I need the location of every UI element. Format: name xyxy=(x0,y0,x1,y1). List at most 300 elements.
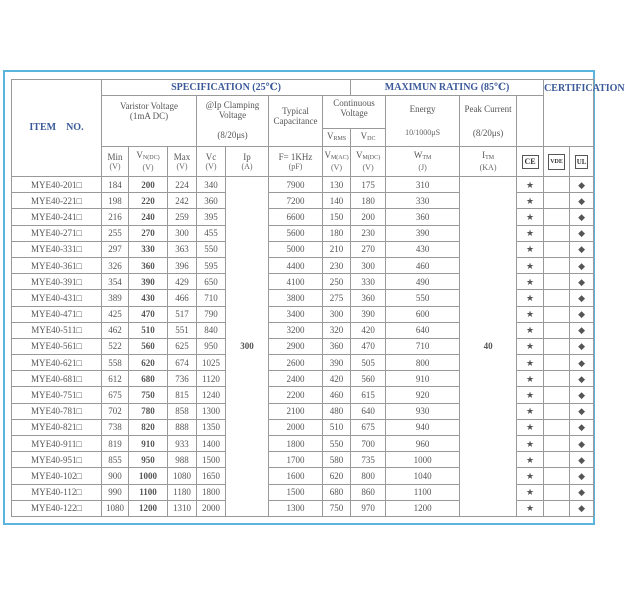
max-voltage-cell: 259 xyxy=(168,209,197,225)
vde-cell xyxy=(544,484,570,500)
nominal-voltage-cell: 780 xyxy=(129,403,168,419)
varistor-spec-table xyxy=(11,79,625,517)
vm-dc-cell: 675 xyxy=(351,419,386,435)
f-unit-header xyxy=(269,147,323,177)
vde-mark-icon: VDE xyxy=(548,154,565,170)
ul-diamond-icon: ◆ xyxy=(570,500,594,516)
ul-diamond-icon: ◆ xyxy=(570,355,594,371)
energy-sub: 10/1000μS xyxy=(405,128,441,137)
clamping-voltage-cell: 840 xyxy=(197,322,226,338)
vm-ac-cell: 750 xyxy=(323,500,351,516)
clamping-voltage-cell: 710 xyxy=(197,290,226,306)
vm-dc-cell: 560 xyxy=(351,371,386,387)
nominal-voltage-cell: 430 xyxy=(129,290,168,306)
item-no-cell: MYE40-951□ xyxy=(12,452,102,468)
energy-cell: 960 xyxy=(386,436,460,452)
energy-cell: 910 xyxy=(386,371,460,387)
ul-diamond-icon: ◆ xyxy=(570,403,594,419)
nominal-voltage-cell: 240 xyxy=(129,209,168,225)
min-voltage-cell: 184 xyxy=(102,177,129,193)
capacitance-cell: 3400 xyxy=(269,306,323,322)
ul-diamond-icon: ◆ xyxy=(570,436,594,452)
vde-cell xyxy=(544,338,570,354)
clamping-voltage-cell: 2000 xyxy=(197,500,226,516)
nominal-voltage-cell: 750 xyxy=(129,387,168,403)
ce-star-icon: ★ xyxy=(517,225,544,241)
item-no-cell: MYE40-751□ xyxy=(12,387,102,403)
min-voltage-cell: 558 xyxy=(102,355,129,371)
item-no-cell: MYE40-331□ xyxy=(12,241,102,257)
nominal-voltage-cell: 360 xyxy=(129,257,168,273)
max-voltage-cell: 858 xyxy=(168,403,197,419)
vmdc-label: V xyxy=(355,150,363,160)
f-label: F= 1KHz xyxy=(278,151,313,162)
min-voltage-cell: 612 xyxy=(102,371,129,387)
varistor-voltage-label: Varistor Voltage xyxy=(120,101,178,111)
energy-header xyxy=(386,96,460,147)
item-no-cell: MYE40-431□ xyxy=(12,290,102,306)
ce-star-icon: ★ xyxy=(517,371,544,387)
vm-dc-cell: 230 xyxy=(351,225,386,241)
max-voltage-cell: 736 xyxy=(168,371,197,387)
clamping-voltage-cell: 1650 xyxy=(197,468,226,484)
max-voltage-cell: 429 xyxy=(168,274,197,290)
energy-cell: 640 xyxy=(386,322,460,338)
vmac-sub: M(AC) xyxy=(330,155,349,161)
min-voltage-cell: 819 xyxy=(102,436,129,452)
vde-cell xyxy=(544,355,570,371)
min-voltage-cell: 425 xyxy=(102,306,129,322)
vde-cell xyxy=(544,177,570,193)
ce-star-icon: ★ xyxy=(517,290,544,306)
ul-diamond-icon: ◆ xyxy=(570,371,594,387)
vm-dc-cell: 420 xyxy=(351,322,386,338)
vmdc-unit-header xyxy=(351,147,386,177)
vm-ac-cell: 480 xyxy=(323,403,351,419)
ce-star-icon: ★ xyxy=(517,500,544,516)
nominal-voltage-cell: 910 xyxy=(129,436,168,452)
nominal-voltage-cell: 200 xyxy=(129,177,168,193)
item-no-cell: MYE40-911□ xyxy=(12,436,102,452)
ce-star-icon: ★ xyxy=(517,193,544,209)
clamping-voltage-cell: 1800 xyxy=(197,484,226,500)
max-voltage-cell: 888 xyxy=(168,419,197,435)
capacitance-cell: 2600 xyxy=(269,355,323,371)
max-voltage-cell: 1180 xyxy=(168,484,197,500)
min-voltage-cell: 462 xyxy=(102,322,129,338)
clamping-sub: (8/20μs) xyxy=(217,130,248,140)
datasheet-frame xyxy=(3,70,625,525)
energy-cell: 390 xyxy=(386,225,460,241)
vdc-sub: DC xyxy=(367,136,376,142)
ce-star-icon: ★ xyxy=(517,257,544,273)
ce-star-icon: ★ xyxy=(517,468,544,484)
max-rating-header: MAXIMUN RATING (85℃) xyxy=(351,80,544,96)
min-voltage-cell: 297 xyxy=(102,241,129,257)
nominal-voltage-cell: 620 xyxy=(129,355,168,371)
vde-cell xyxy=(544,500,570,516)
item-no-cell: MYE40-241□ xyxy=(12,209,102,225)
max-voltage-cell: 363 xyxy=(168,241,197,257)
min-unit-header xyxy=(102,147,129,177)
ul-diamond-icon: ◆ xyxy=(570,306,594,322)
continuous-voltage-header: Continuous Voltage xyxy=(323,96,386,129)
min-voltage-cell: 255 xyxy=(102,225,129,241)
vm-ac-cell: 620 xyxy=(323,468,351,484)
energy-cell: 930 xyxy=(386,403,460,419)
item-no-cell: MYE40-821□ xyxy=(12,419,102,435)
nominal-voltage-cell: 680 xyxy=(129,371,168,387)
min-voltage-cell: 675 xyxy=(102,387,129,403)
ce-star-icon: ★ xyxy=(517,452,544,468)
item-no-cell: MYE40-221□ xyxy=(12,193,102,209)
min-voltage-cell: 216 xyxy=(102,209,129,225)
ul-diamond-icon: ◆ xyxy=(570,225,594,241)
vm-ac-cell: 360 xyxy=(323,338,351,354)
nominal-voltage-cell: 1200 xyxy=(129,500,168,516)
ul-diamond-icon: ◆ xyxy=(570,387,594,403)
vm-ac-cell: 550 xyxy=(323,436,351,452)
ce-star-icon: ★ xyxy=(517,338,544,354)
ul-mark-icon: UL xyxy=(575,155,589,169)
energy-cell: 1100 xyxy=(386,484,460,500)
capacitance-cell: 3800 xyxy=(269,290,323,306)
capacitance-cell: 5000 xyxy=(269,241,323,257)
capacitance-cell: 6600 xyxy=(269,209,323,225)
max-voltage-cell: 396 xyxy=(168,257,197,273)
energy-cell: 1200 xyxy=(386,500,460,516)
ce-star-icon: ★ xyxy=(517,387,544,403)
vm-ac-cell: 300 xyxy=(323,306,351,322)
max-voltage-cell: 674 xyxy=(168,355,197,371)
ce-mark-header xyxy=(517,147,544,177)
capacitance-cell: 1300 xyxy=(269,500,323,516)
min-voltage-cell: 326 xyxy=(102,257,129,273)
vmdc-sub: M(DC) xyxy=(362,155,381,161)
energy-cell: 550 xyxy=(386,290,460,306)
capacitance-cell: 2100 xyxy=(269,403,323,419)
ce-star-icon: ★ xyxy=(517,436,544,452)
ul-mark-header xyxy=(570,147,594,177)
ip-label: Ip xyxy=(243,151,251,162)
max-voltage-cell: 242 xyxy=(168,193,197,209)
vde-cell xyxy=(544,241,570,257)
capacitance-cell: 4400 xyxy=(269,257,323,273)
vrms-header xyxy=(323,129,351,147)
clamping-voltage-cell: 595 xyxy=(197,257,226,273)
capacitance-cell: 2400 xyxy=(269,371,323,387)
itm-unit-header xyxy=(460,147,517,177)
ul-diamond-icon: ◆ xyxy=(570,452,594,468)
min-voltage-cell: 354 xyxy=(102,274,129,290)
ce-star-icon: ★ xyxy=(517,355,544,371)
peak-current-header xyxy=(460,96,517,147)
vn-label: V xyxy=(136,150,143,160)
wtm-unit-header xyxy=(386,147,460,177)
vde-cell xyxy=(544,209,570,225)
vm-ac-cell: 420 xyxy=(323,371,351,387)
max-voltage-cell: 300 xyxy=(168,225,197,241)
vrms-label: V xyxy=(326,131,334,141)
vde-cell xyxy=(544,322,570,338)
nominal-voltage-cell: 950 xyxy=(129,452,168,468)
min-label: Min xyxy=(107,151,123,162)
ce-star-icon: ★ xyxy=(517,241,544,257)
vm-dc-cell: 735 xyxy=(351,452,386,468)
vm-dc-cell: 360 xyxy=(351,290,386,306)
vm-dc-cell: 270 xyxy=(351,241,386,257)
peak-label: Peak Current xyxy=(464,104,512,114)
capacitance-cell: 7900 xyxy=(269,177,323,193)
item-no-cell: MYE40-361□ xyxy=(12,257,102,273)
vm-ac-cell: 275 xyxy=(323,290,351,306)
ul-diamond-icon: ◆ xyxy=(570,290,594,306)
ce-star-icon: ★ xyxy=(517,177,544,193)
vdc-label: V xyxy=(360,131,368,141)
vm-ac-cell: 460 xyxy=(323,387,351,403)
clamping-voltage-cell: 360 xyxy=(197,193,226,209)
vm-dc-cell: 300 xyxy=(351,257,386,273)
max-voltage-cell: 933 xyxy=(168,436,197,452)
capacitance-cell: 2900 xyxy=(269,338,323,354)
vde-cell xyxy=(544,257,570,273)
max-label: Max xyxy=(173,151,191,162)
vde-cell xyxy=(544,371,570,387)
vm-dc-cell: 640 xyxy=(351,403,386,419)
ip-unit: (A) xyxy=(241,161,253,171)
max-voltage-cell: 625 xyxy=(168,338,197,354)
item-no-cell: MYE40-112□ xyxy=(12,484,102,500)
vm-ac-cell: 320 xyxy=(323,322,351,338)
max-voltage-cell: 1310 xyxy=(168,500,197,516)
vm-ac-cell: 130 xyxy=(323,177,351,193)
vn-unit: (V) xyxy=(142,163,154,172)
ul-diamond-icon: ◆ xyxy=(570,241,594,257)
capacitance-cell: 5600 xyxy=(269,225,323,241)
max-voltage-cell: 551 xyxy=(168,322,197,338)
clamping-label: @Ip Clamping Voltage xyxy=(205,100,260,120)
energy-cell: 600 xyxy=(386,306,460,322)
item-no-cell: MYE40-122□ xyxy=(12,500,102,516)
clamping-voltage-cell: 1500 xyxy=(197,452,226,468)
vde-cell xyxy=(544,403,570,419)
peak-sub: (8/20μs) xyxy=(472,128,504,138)
vn-unit-header xyxy=(129,147,168,177)
vm-ac-cell: 250 xyxy=(323,274,351,290)
min-unit: (V) xyxy=(109,161,121,171)
vde-cell xyxy=(544,468,570,484)
max-unit-header xyxy=(168,147,197,177)
nominal-voltage-cell: 330 xyxy=(129,241,168,257)
vde-cell xyxy=(544,419,570,435)
nominal-voltage-cell: 560 xyxy=(129,338,168,354)
item-no-cell: MYE40-271□ xyxy=(12,225,102,241)
specification-header: SPECIFICATION (25℃) xyxy=(102,80,351,96)
vc-unit: (V) xyxy=(205,161,217,171)
nominal-voltage-cell: 470 xyxy=(129,306,168,322)
vm-ac-cell: 230 xyxy=(323,257,351,273)
capacitance-cell: 4100 xyxy=(269,274,323,290)
wtm-label: W xyxy=(413,150,423,160)
vm-dc-cell: 700 xyxy=(351,436,386,452)
vm-dc-cell: 470 xyxy=(351,338,386,354)
vm-ac-cell: 680 xyxy=(323,484,351,500)
ce-star-icon: ★ xyxy=(517,403,544,419)
certification-header: CERTIFICATION xyxy=(544,80,594,147)
max-voltage-cell: 1080 xyxy=(168,468,197,484)
capacitance-cell: 1800 xyxy=(269,436,323,452)
item-no-header: ITEM NO. xyxy=(12,80,102,177)
vm-dc-cell: 860 xyxy=(351,484,386,500)
ce-star-icon: ★ xyxy=(517,306,544,322)
ul-diamond-icon: ◆ xyxy=(570,322,594,338)
vc-label: Vc xyxy=(205,151,217,162)
energy-cell: 940 xyxy=(386,419,460,435)
itm-unit: (KA) xyxy=(479,163,497,172)
ul-diamond-icon: ◆ xyxy=(570,177,594,193)
capacitance-cell: 3200 xyxy=(269,322,323,338)
vm-dc-cell: 505 xyxy=(351,355,386,371)
vde-cell xyxy=(544,193,570,209)
clamping-voltage-header xyxy=(197,96,269,147)
item-no-cell: MYE40-621□ xyxy=(12,355,102,371)
clamping-voltage-cell: 1240 xyxy=(197,387,226,403)
clamping-voltage-cell: 1120 xyxy=(197,371,226,387)
vm-ac-cell: 210 xyxy=(323,241,351,257)
vm-dc-cell: 200 xyxy=(351,209,386,225)
clamping-voltage-cell: 455 xyxy=(197,225,226,241)
capacitance-cell: 1700 xyxy=(269,452,323,468)
vde-cell xyxy=(544,436,570,452)
vde-mark-header xyxy=(544,147,570,177)
clamping-voltage-cell: 1400 xyxy=(197,436,226,452)
itm-label: I xyxy=(482,150,486,160)
item-no-cell: MYE40-102□ xyxy=(12,468,102,484)
min-voltage-cell: 389 xyxy=(102,290,129,306)
clamping-voltage-cell: 395 xyxy=(197,209,226,225)
vmdc-unit: (V) xyxy=(362,163,374,172)
ce-star-icon: ★ xyxy=(517,274,544,290)
max-voltage-cell: 815 xyxy=(168,387,197,403)
ce-star-icon: ★ xyxy=(517,209,544,225)
item-no-cell: MYE40-471□ xyxy=(12,306,102,322)
nominal-voltage-cell: 220 xyxy=(129,193,168,209)
vm-ac-cell: 390 xyxy=(323,355,351,371)
ce-star-icon: ★ xyxy=(517,322,544,338)
energy-cell: 800 xyxy=(386,355,460,371)
clamping-voltage-cell: 950 xyxy=(197,338,226,354)
energy-cell: 460 xyxy=(386,257,460,273)
varistor-voltage-sub: (1mA DC) xyxy=(129,111,169,121)
energy-cell: 1040 xyxy=(386,468,460,484)
ul-diamond-icon: ◆ xyxy=(570,484,594,500)
vmac-unit: (V) xyxy=(330,163,343,172)
vm-dc-cell: 180 xyxy=(351,193,386,209)
min-voltage-cell: 990 xyxy=(102,484,129,500)
clamping-voltage-cell: 340 xyxy=(197,177,226,193)
ul-diamond-icon: ◆ xyxy=(570,257,594,273)
vmac-label: V xyxy=(324,150,331,160)
energy-cell: 710 xyxy=(386,338,460,354)
vdc-header xyxy=(351,129,386,147)
max-voltage-cell: 466 xyxy=(168,290,197,306)
nominal-voltage-cell: 1100 xyxy=(129,484,168,500)
capacitance-header: Typical Capacitance xyxy=(269,96,323,147)
table-row xyxy=(12,177,594,193)
energy-cell: 490 xyxy=(386,274,460,290)
clamping-voltage-cell: 550 xyxy=(197,241,226,257)
nominal-voltage-cell: 1000 xyxy=(129,468,168,484)
vm-dc-cell: 175 xyxy=(351,177,386,193)
nominal-voltage-cell: 510 xyxy=(129,322,168,338)
vde-cell xyxy=(544,290,570,306)
ul-diamond-icon: ◆ xyxy=(570,193,594,209)
vm-dc-cell: 800 xyxy=(351,468,386,484)
nominal-voltage-cell: 390 xyxy=(129,274,168,290)
min-voltage-cell: 1080 xyxy=(102,500,129,516)
min-voltage-cell: 855 xyxy=(102,452,129,468)
ce-mark-icon: CE xyxy=(522,155,539,169)
energy-label: Energy xyxy=(409,104,436,114)
capacitance-cell: 7200 xyxy=(269,193,323,209)
clamping-voltage-cell: 790 xyxy=(197,306,226,322)
energy-cell: 430 xyxy=(386,241,460,257)
min-voltage-cell: 900 xyxy=(102,468,129,484)
ul-diamond-icon: ◆ xyxy=(570,419,594,435)
f-unit: (pF) xyxy=(288,161,303,171)
capacitance-cell: 1500 xyxy=(269,484,323,500)
vm-ac-cell: 140 xyxy=(323,193,351,209)
ip-unit-header xyxy=(226,147,269,177)
vm-ac-cell: 150 xyxy=(323,209,351,225)
energy-cell: 360 xyxy=(386,209,460,225)
vm-dc-cell: 615 xyxy=(351,387,386,403)
vm-dc-cell: 970 xyxy=(351,500,386,516)
nominal-voltage-cell: 270 xyxy=(129,225,168,241)
itm-sub: TM xyxy=(485,155,495,161)
clamping-voltage-cell: 1025 xyxy=(197,355,226,371)
clamping-voltage-cell: 1300 xyxy=(197,403,226,419)
ce-star-icon: ★ xyxy=(517,484,544,500)
capacitance-cell: 2200 xyxy=(269,387,323,403)
min-voltage-cell: 738 xyxy=(102,419,129,435)
vde-cell xyxy=(544,306,570,322)
ce-star-icon: ★ xyxy=(517,419,544,435)
wtm-sub: TM xyxy=(422,155,432,161)
item-no-cell: MYE40-561□ xyxy=(12,338,102,354)
item-no-cell: MYE40-391□ xyxy=(12,274,102,290)
capacitance-cell: 2000 xyxy=(269,419,323,435)
clamping-voltage-cell: 1350 xyxy=(197,419,226,435)
energy-cell: 920 xyxy=(386,387,460,403)
vmac-unit-header xyxy=(323,147,351,177)
vm-ac-cell: 180 xyxy=(323,225,351,241)
item-no-cell: MYE40-681□ xyxy=(12,371,102,387)
max-unit: (V) xyxy=(176,161,188,171)
min-voltage-cell: 198 xyxy=(102,193,129,209)
vm-ac-cell: 580 xyxy=(323,452,351,468)
energy-cell: 330 xyxy=(386,193,460,209)
vde-cell xyxy=(544,274,570,290)
vm-dc-cell: 330 xyxy=(351,274,386,290)
vn-sub: N(DC) xyxy=(142,155,160,161)
min-voltage-cell: 702 xyxy=(102,403,129,419)
wtm-unit: (J) xyxy=(418,163,427,172)
vde-cell xyxy=(544,387,570,403)
itm-cell: 40 xyxy=(460,177,517,517)
max-voltage-cell: 988 xyxy=(168,452,197,468)
vm-dc-cell: 390 xyxy=(351,306,386,322)
